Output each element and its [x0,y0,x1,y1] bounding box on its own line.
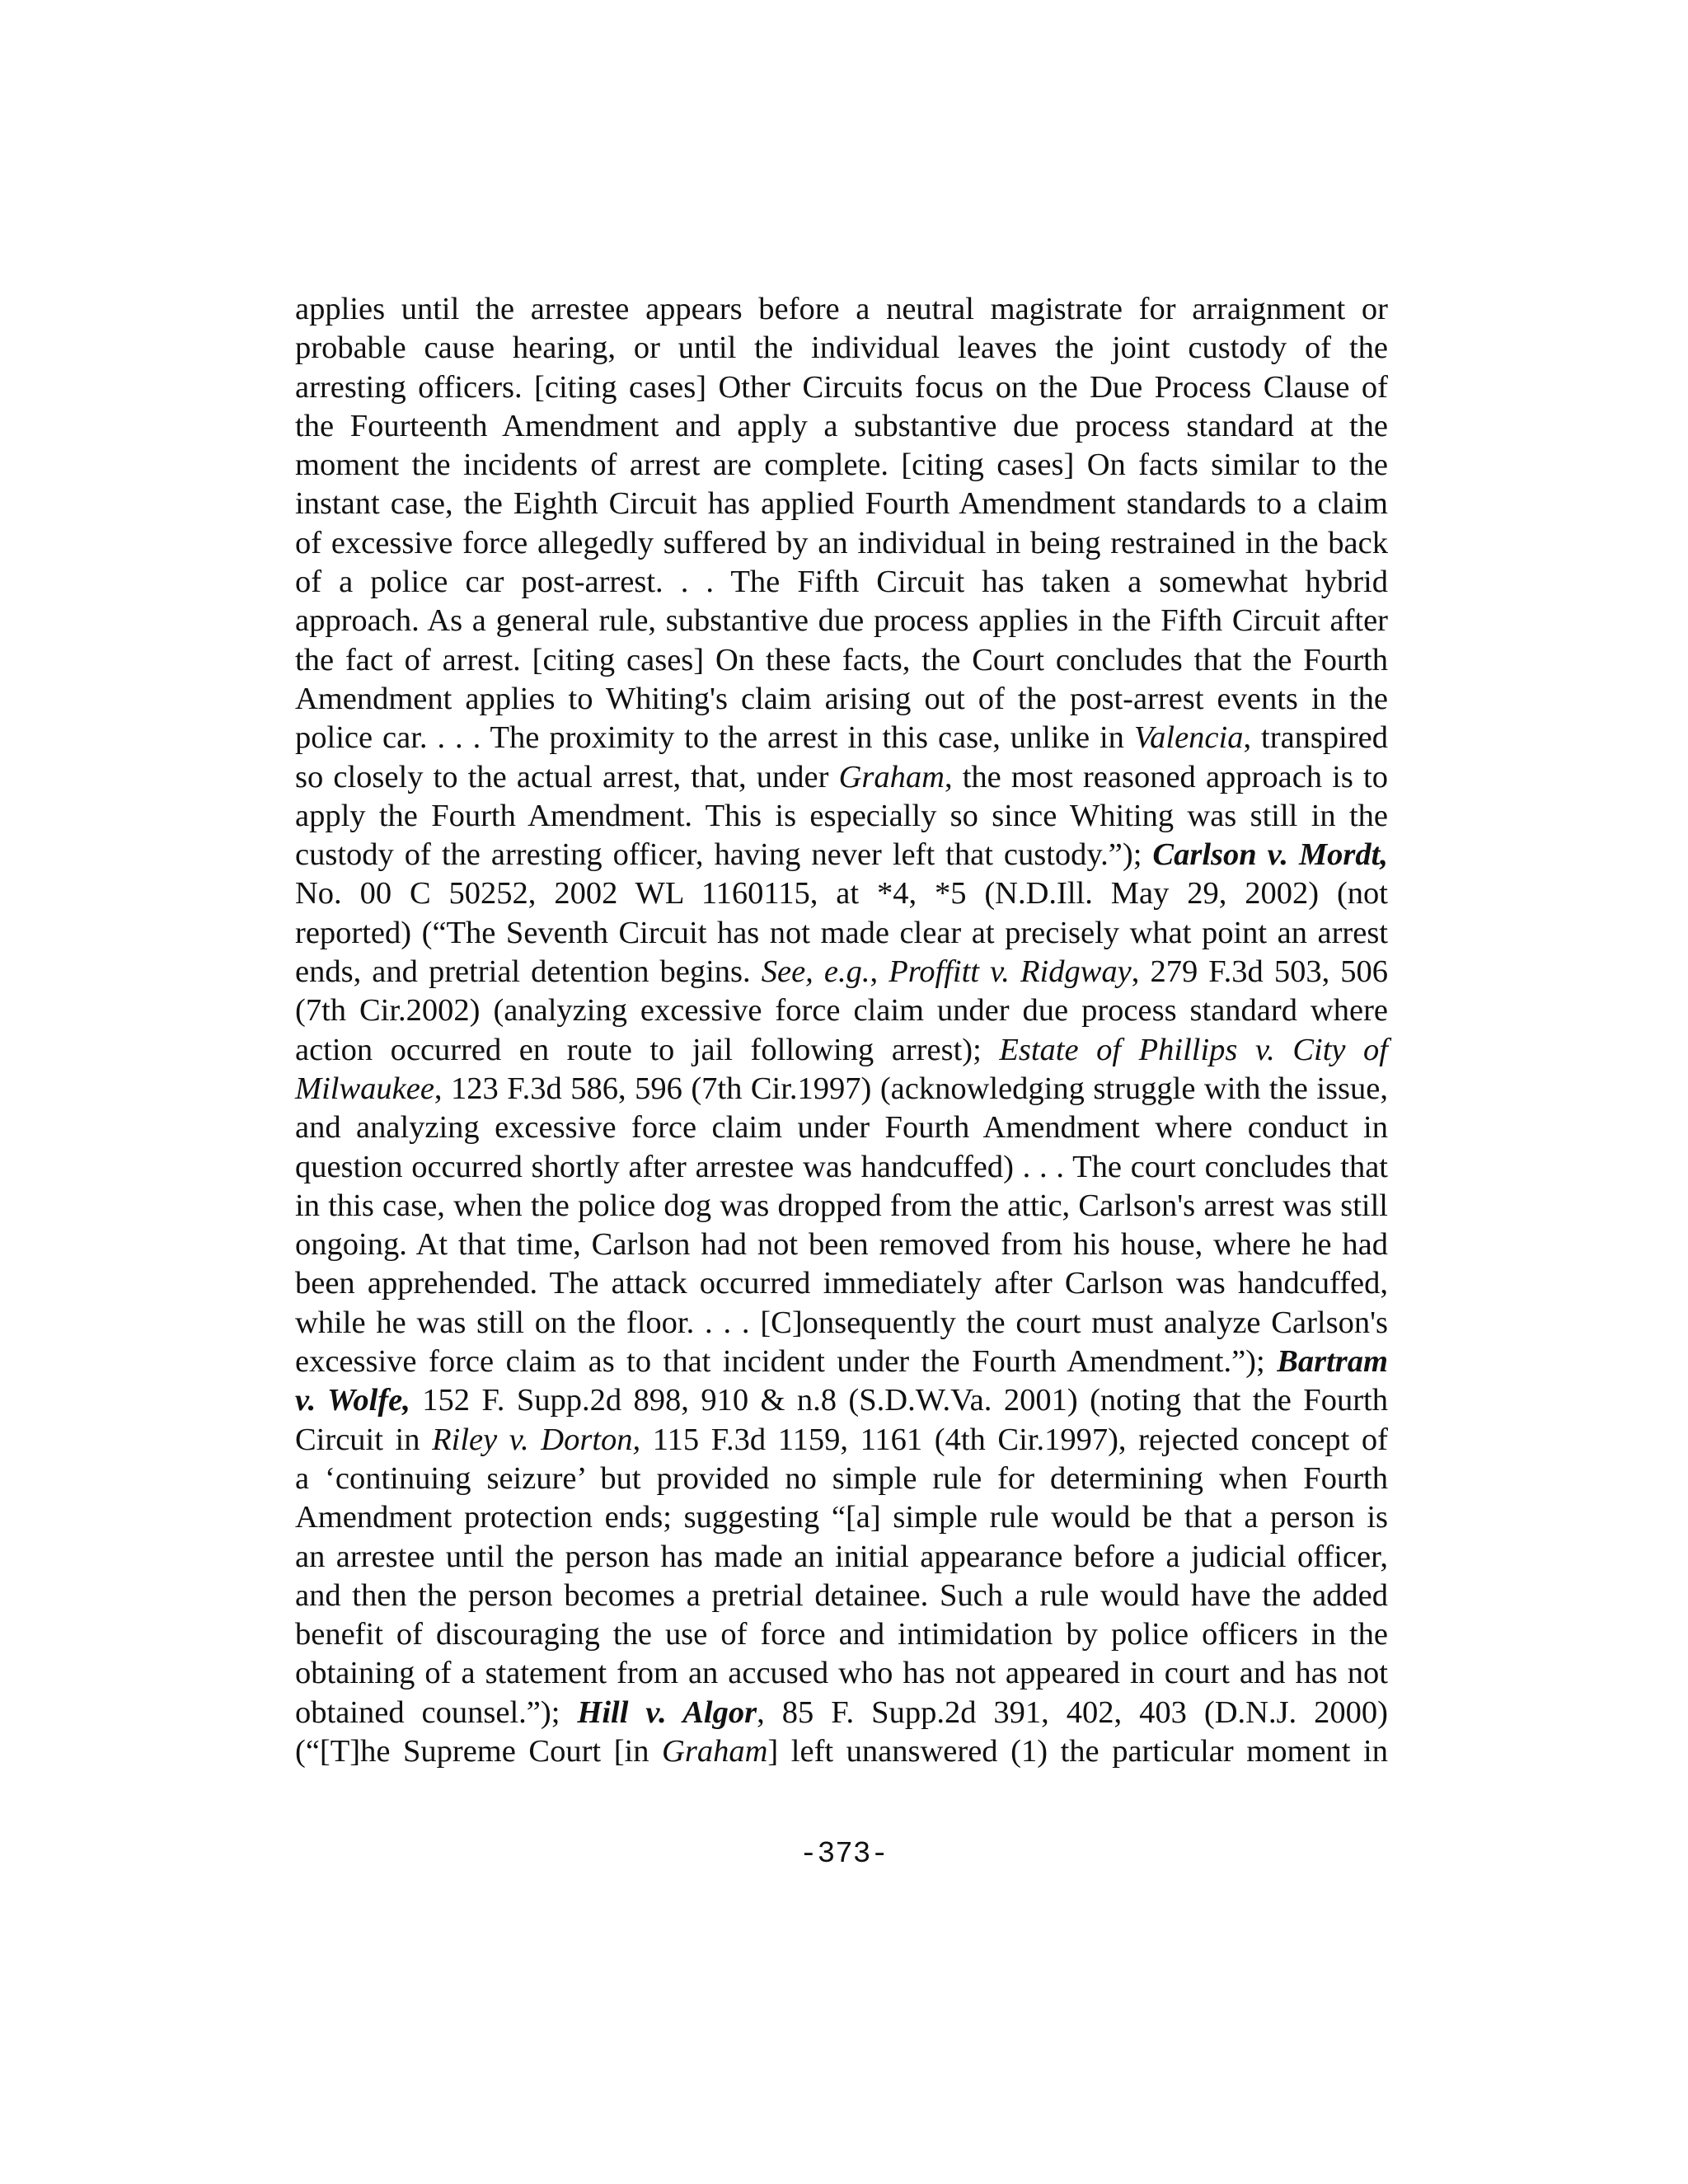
text-line [295,874,1388,913]
text-run: 115 F.3d 1159, 1161 (4th Cir.1997), rejected concept of [640,1422,1388,1457]
text-run: , 85 F. Supp.2d 391, 402, 403 (D.N.J. 2000) [757,1694,1388,1730]
text-run: , transpired [1243,720,1388,756]
text-run: reported) (“The Seventh Circuit has not made clear at precisely what point an arrest [295,915,1388,950]
text-line [295,1031,1388,1070]
text-line [295,914,1388,953]
text-line [295,1148,1388,1187]
text-line [295,758,1388,797]
case-citation: Bartram [1277,1344,1388,1380]
text-run: arresting officers. [citing cases] Other Circuits focus on the Due Process Clause of [295,369,1388,405]
text-run: obtained counsel.”); [295,1694,578,1730]
text-line [295,797,1388,836]
text-line [295,1538,1388,1577]
text-line [295,953,1388,991]
text-run: applies until the arrestee appears before a neutral magistrate for arraignment or [295,292,1388,326]
text-run: ] left unanswered (1) the particular moment in [767,1733,1388,1769]
text-line [295,719,1388,757]
italic-text: Graham [838,759,945,794]
text-run: ends, and pretrial detention begins. [295,954,762,990]
text-line [295,991,1388,1030]
text-run: (“[T]he Supreme Court [in [295,1733,663,1769]
text-run: while he was still on the floor. . . . [C]onsequently the court must analyze Carlson's [295,1305,1388,1340]
text-run: approach. As a general rule, substantive due process applies in the Fifth Circuit after [295,603,1388,639]
text-run: excessive force claim as to that incident under the Fourth Amendment.”); [295,1344,1278,1380]
case-citation: Carlson v. Mordt, [1152,837,1388,873]
text-run: action occurred en route to jail following arrest); [295,1032,1000,1067]
text-run: Amendment protection ends; suggesting “[a] simple rule would be that a person is [295,1500,1388,1535]
text-run: been apprehended. The attack occurred immediately after Carlson was handcuffed, [295,1266,1388,1301]
text-line [295,1343,1388,1381]
text-run: police car. . . . The proximity to the arrest in this case, unlike in [295,720,1134,756]
text-line [295,836,1388,874]
text-run: question occurred shortly after arrestee was handcuffed) . . . The court concludes that [295,1149,1388,1184]
text-line [295,1187,1388,1226]
text-run: apply the Fourth Amendment. This is especially so since Whiting was still in the [295,798,1388,833]
text-line [295,1108,1388,1147]
text-run: of a police car post-arrest. . . The Fifth Circuit has taken a somewhat hybrid [295,565,1388,600]
text-line [295,641,1388,680]
case-citation: v. Wolfe, [295,1383,410,1418]
text-run: , 123 F.3d 586, 596 (7th Cir.1997) (acknowledging struggle with the issue, [434,1071,1388,1106]
italic-text: Riley v. Dorton, [432,1422,641,1457]
text-line [295,1498,1388,1537]
text-line [295,1732,1388,1771]
text-run: an arrestee until the person has made an initial appearance before a judicial officer, [295,1539,1388,1574]
text-line [295,680,1388,719]
text-run: obtaining of a statement from an accused who has not appeared in court and has not [295,1656,1388,1691]
text-line [295,368,1388,407]
italic-text: Valencia [1133,720,1244,756]
text-line [295,329,1388,368]
text-run: custody of the arresting officer, having never left that custody.”); [295,837,1153,873]
text-run: and then the person becomes a pretrial detainee. Such a rule would have the added [295,1577,1388,1613]
text-run: a ‘continuing seizure’ but provided no simple rule for determining when Fourth [295,1460,1388,1496]
text-run: moment the incidents of arrest are complete. [citing cases] On facts similar to the [295,448,1388,483]
case-citation: Hill v. Algor [577,1694,757,1730]
text-run: ongoing. At that time, Carlson had not been removed from his house, where he had [295,1227,1388,1263]
text-line [295,524,1388,563]
page-number: -373- [799,1837,889,1871]
text-run: No. 00 C 50252, 2002 WL 1160115, at *4, *5 (N.D.Ill. May 29, 2002) (not [295,876,1388,912]
italic-text: Graham [662,1733,768,1769]
text-run: probable cause hearing, or until the individual leaves the joint custody of the [295,330,1388,366]
text-run: , the most reasoned approach is to [944,759,1388,794]
text-run: the Fourteenth Amendment and apply a substantive due process standard at the [295,408,1388,443]
text-line [295,1070,1388,1108]
text-run: (7th Cir.2002) (analyzing excessive force claim under due process standard where [295,993,1388,1029]
text-line [295,1226,1388,1264]
text-run: of excessive force allegedly suffered by an individual in being restrained in the back [295,525,1388,560]
text-run: , 279 F.3d 503, 506 [1131,954,1389,990]
text-run: , [870,954,889,990]
text-line [295,485,1388,523]
text-line [295,1381,1388,1420]
text-line [295,1421,1388,1460]
text-line [295,407,1388,446]
text-run: the fact of arrest. [citing cases] On these facts, the Court concludes that the Fourth [295,642,1388,677]
text-line [295,1577,1388,1615]
text-run: so closely to the actual arrest, that, under [295,759,839,794]
text-run: benefit of discouraging the use of force and intimidation by police officers in the [295,1617,1388,1652]
text-line [295,1615,1388,1654]
body-text [295,290,1388,1771]
text-line [295,602,1388,640]
text-line [295,1304,1388,1343]
text-run: and analyzing excessive force claim under Fourth Amendment where conduct in [295,1110,1388,1146]
italic-text: Estate of Phillips v. City of [999,1032,1388,1067]
text-line [295,563,1388,602]
italic-text: Proffitt v. Ridgway [889,954,1132,990]
text-run: instant case, the Eighth Circuit has applied Fourth Amendment standards to a claim [295,486,1388,522]
text-line [295,290,1388,329]
text-run: Circuit in [295,1422,433,1457]
text-line [295,1460,1388,1498]
text-line [295,1264,1388,1303]
text-line [295,1654,1388,1693]
text-line [295,1694,1388,1732]
text-run: 152 F. Supp.2d 898, 910 & n.8 (S.D.W.Va. 2001) (noting that the Fourth [410,1383,1388,1418]
italic-text: Milwaukee [295,1071,434,1106]
text-run: Amendment applies to Whiting's claim arising out of the post-arrest events in the [295,681,1388,716]
text-line [295,446,1388,485]
italic-text: See, e.g. [761,954,870,990]
text-run: in this case, when the police dog was dropped from the attic, Carlson's arrest was still [295,1188,1388,1223]
